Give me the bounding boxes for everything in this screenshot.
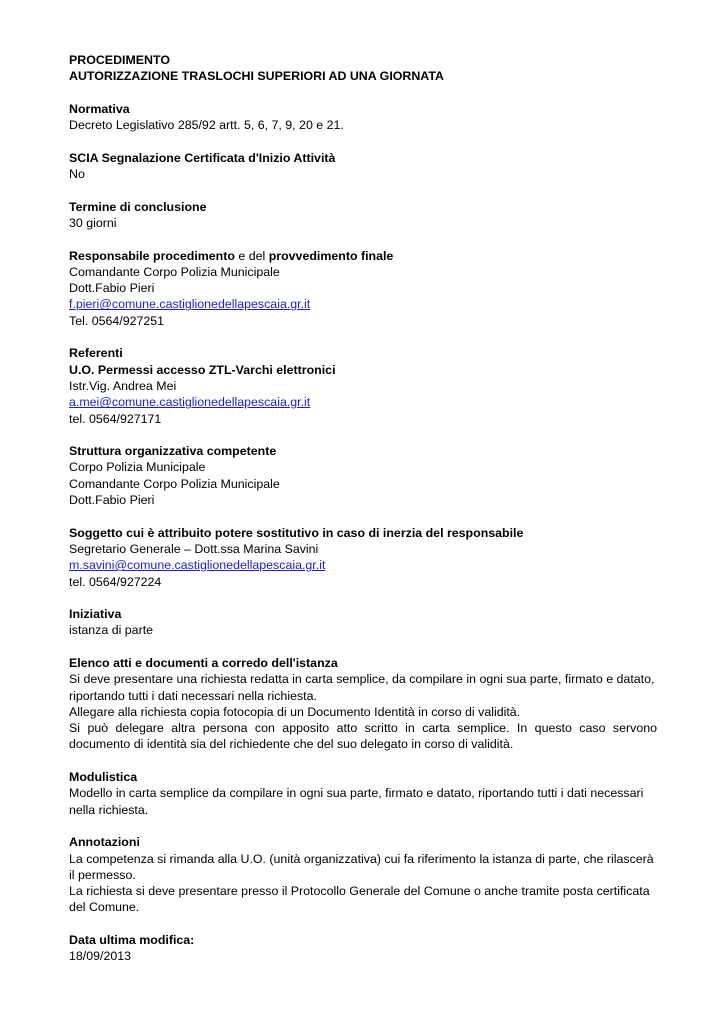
responsabile-heading-part2: e del: [234, 248, 269, 263]
elenco-paragraph-2: Allegare alla richiesta copia fotocopia di un Documento Identità in corso di validità.: [69, 704, 521, 719]
responsabile-phone: Tel. 0564/927251: [69, 313, 165, 328]
data-modifica-heading: Data ultima modifica:: [69, 933, 195, 948]
soggetto-phone: tel. 0564/927224: [69, 574, 162, 589]
referenti-name: Istr.Vig. Andrea Mei: [69, 378, 177, 393]
scia-heading: SCIA Segnalazione Certificata d'Inizio Attività: [69, 150, 336, 165]
struttura-heading: Struttura organizzativa competente: [69, 444, 277, 459]
responsabile-name: Dott.Fabio Pieri: [69, 281, 155, 296]
elenco-paragraph-1: Si deve presentare una richiesta redatta in carta semplice, da compilare in ogni sua parte, firmato e datato, riportando tutti i dati necessari nella richiesta.: [69, 672, 655, 703]
responsabile-email-link[interactable]: f.pieri@comune.castiglionedellapescaia.gr.it: [69, 297, 311, 312]
responsabile-heading-part3: provvedimento finale: [268, 248, 394, 263]
struttura-line1: Corpo Polizia Municipale: [69, 460, 206, 475]
struttura-line2: Comandante Corpo Polizia Municipale: [69, 476, 280, 491]
iniziativa-value: istanza di parte: [69, 623, 154, 638]
struttura-line3: Dott.Fabio Pieri: [69, 493, 155, 508]
referenti-unit: U.O. Permessi accesso ZTL-Varchi elettronici: [69, 362, 336, 377]
document-page: [69, 52, 657, 965]
termine-heading: Termine di conclusione: [69, 199, 207, 214]
responsabile-heading-part1: Responsabile procedimento: [69, 248, 235, 263]
responsabile-role: Comandante Corpo Polizia Municipale: [69, 264, 280, 279]
elenco-heading: Elenco atti e documenti a corredo dell'istanza: [69, 655, 338, 670]
referenti-email-link[interactable]: a.mei@comune.castiglionedellapescaia.gr.it: [69, 395, 311, 410]
soggetto-name: Segretario Generale – Dott.ssa Marina Savini: [69, 541, 319, 556]
soggetto-email-link[interactable]: m.savini@comune.castiglionedellapescaia.gr.it: [69, 558, 326, 573]
doc-title: PROCEDIMENTO: [69, 53, 170, 67]
responsabile-heading: [69, 248, 657, 264]
referenti-heading: Referenti: [69, 346, 123, 361]
annotazioni-heading: Annotazioni: [69, 835, 140, 850]
normativa-text: Decreto Legislativo 285/92 artt. 5, 6, 7, 9, 20 e 21.: [69, 118, 344, 133]
soggetto-heading: Soggetto cui è attribuito potere sostitutivo in caso di inerzia del responsabile: [69, 525, 524, 540]
elenco-paragraph-3: Si può delegare altra persona con apposito atto scritto in carta semplice. In questo caso servono documento di identità sia del richiedente che del suo delegato in corso di validità.: [69, 721, 657, 752]
modulistica-heading: Modulistica: [69, 770, 138, 785]
termine-value: 30 giorni: [69, 215, 117, 230]
scia-value: No: [69, 167, 85, 182]
referenti-phone: tel. 0564/927171: [69, 411, 162, 426]
annotazioni-paragraph-1: La competenza si rimanda alla U.O. (unità organizzativa) cui fa riferimento la istanza di parte, che rilascerà il permesso.: [69, 851, 654, 882]
modulistica-text: Modello in carta semplice da compilare in ogni sua parte, firmato e datato, riportando tutti i dati necessari nella richiesta.: [69, 786, 644, 817]
annotazioni-paragraph-2: La richiesta si deve presentare presso il Protocollo Generale del Comune o anche tramite posta certificata del Comune.: [69, 884, 650, 915]
iniziativa-heading: Iniziativa: [69, 607, 122, 622]
normativa-heading: Normativa: [69, 101, 130, 116]
doc-subtitle: AUTORIZZAZIONE TRASLOCHI SUPERIORI AD UNA GIORNATA: [69, 69, 444, 84]
data-modifica-value: 18/09/2013: [69, 949, 132, 964]
